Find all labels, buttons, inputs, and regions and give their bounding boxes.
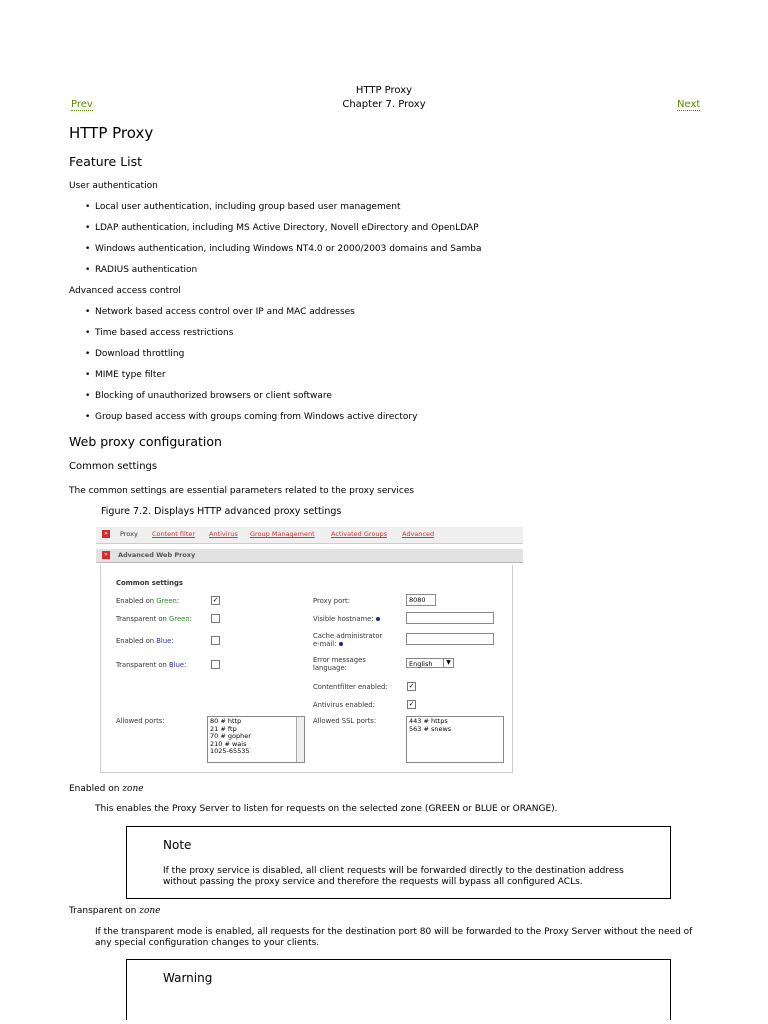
list-item: • Network based access control over IP and MAC addresses [95, 307, 355, 317]
tab-proxy[interactable]: Proxy [120, 530, 138, 538]
tab-activated-groups[interactable]: Activated Groups [331, 530, 388, 538]
list-item: • Windows authentication, including Windows NT4.0 or 2000/2003 domains and Samba [95, 244, 482, 254]
allowed-ssl-ports-label: Allowed SSL ports: [313, 717, 377, 725]
list-item: • Local user authentication, including group based user management [95, 202, 400, 212]
antivirus-checkbox[interactable]: ✓ [408, 700, 415, 708]
nav-chapter: Chapter 7. Proxy [342, 99, 426, 110]
section-title: Common settings [116, 579, 183, 587]
note-box [126, 826, 671, 899]
contentfilter-enabled-label: Contentfilter enabled: [313, 683, 388, 691]
list-item: • MIME type filter [95, 370, 166, 380]
enabled-green-label: Enabled on Green: [116, 597, 180, 605]
visible-hostname-label: Visible hostname: [313, 615, 380, 623]
transparent-description: If the transparent mode is enabled, all requests for the destination port 80 will be forwarded to the Proxy Server without the need of [95, 927, 693, 937]
chevron-down-icon: ▼ [443, 659, 453, 667]
figure-caption: Figure 7.2. Displays HTTP advanced proxy settings [101, 506, 342, 517]
warning-box [126, 959, 671, 1020]
user-auth-label: User authentication [69, 181, 158, 191]
nav-title: HTTP Proxy [355, 85, 413, 96]
contentfilter-checkbox[interactable]: ✓ [408, 682, 415, 690]
note-title: Note [163, 838, 192, 852]
antivirus-enabled-label: Antivirus enabled: [313, 701, 375, 709]
tab-advanced[interactable]: Advanced [402, 530, 435, 538]
list-item: • Time based access restrictions [95, 328, 233, 338]
transparent-blue-checkbox[interactable] [211, 660, 220, 669]
settings-panel [100, 565, 513, 773]
enabled-blue-label: Enabled on Blue: [116, 637, 174, 645]
note-line: If the proxy service is disabled, all client requests will be forwarded directly to the destination address [163, 866, 624, 876]
allowed-ssl-ports-list[interactable]: 443 # https 563 # snews [406, 716, 504, 763]
transparent-on-term: Transparent on zone [69, 906, 161, 916]
common-settings-subheading: Common settings [69, 461, 158, 472]
page-title: HTTP Proxy [69, 124, 154, 142]
enabled-on-description: This enables the Proxy Server to listen for requests on the selected zone (GREEN or BLUE or ORANGE). [95, 804, 558, 814]
panel-title-bar [96, 549, 523, 563]
visible-hostname-input[interactable] [406, 612, 494, 624]
prev-link[interactable]: Prev [71, 99, 93, 110]
enabled-green-checkbox[interactable]: ✓ [212, 596, 219, 604]
transparent-green-checkbox[interactable] [211, 614, 220, 623]
error-language-label: Error messages language: [313, 656, 366, 672]
arrow-icon: » [102, 530, 110, 538]
transparent-green-label: Transparent on Green: [116, 615, 192, 623]
note-line: without passing the proxy service and therefore the requests will bypass all configured ACLs. [163, 877, 583, 887]
list-item: • LDAP authentication, including MS Active Directory, Novell eDirectory and OpenLDAP [95, 223, 479, 233]
scrollbar[interactable] [296, 717, 304, 762]
allowed-ports-list[interactable]: 80 # http 21 # ftp 70 # gopher 210 # wais 1025-65535 [207, 716, 305, 763]
cache-admin-email-input[interactable] [406, 633, 494, 645]
tab-group-management[interactable]: Group Management [250, 530, 315, 538]
enabled-blue-checkbox[interactable] [211, 636, 220, 645]
tab-content-filter[interactable]: Content filter [152, 530, 196, 538]
web-proxy-heading: Web proxy configuration [69, 434, 222, 449]
figure-tab-bar [96, 527, 523, 544]
transparent-description: any special configuration changes to your clients. [95, 938, 320, 948]
proxy-port-label: Proxy port: [313, 597, 351, 605]
list-item: • Blocking of unauthorized browsers or client software [95, 391, 332, 401]
error-language-select[interactable]: English ▼ [406, 658, 454, 668]
transparent-blue-label: Transparent on Blue: [116, 661, 187, 669]
panel-title: Advanced Web Proxy [118, 551, 196, 559]
list-item: • Group based access with groups coming from Windows active directory [95, 412, 417, 422]
feature-list-heading: Feature List [69, 154, 143, 169]
arrow-icon: » [102, 551, 110, 559]
common-settings-intro: The common settings are essential parameters related to the proxy services [69, 486, 415, 496]
enabled-on-term: Enabled on zone [69, 784, 144, 794]
proxy-port-input[interactable]: 8080 [406, 594, 436, 606]
access-control-label: Advanced access control [69, 286, 181, 296]
warning-title: Warning [163, 971, 213, 985]
proxy-settings-figure [96, 525, 523, 774]
next-link[interactable]: Next [677, 99, 701, 110]
cache-admin-label: Cache administrator e-mail: [313, 632, 383, 648]
tab-antivirus[interactable]: Antivirus [209, 530, 238, 538]
list-item: • RADIUS authentication [95, 265, 197, 275]
allowed-ports-label: Allowed ports: [116, 717, 165, 725]
list-item: • Download throttling [95, 349, 184, 359]
